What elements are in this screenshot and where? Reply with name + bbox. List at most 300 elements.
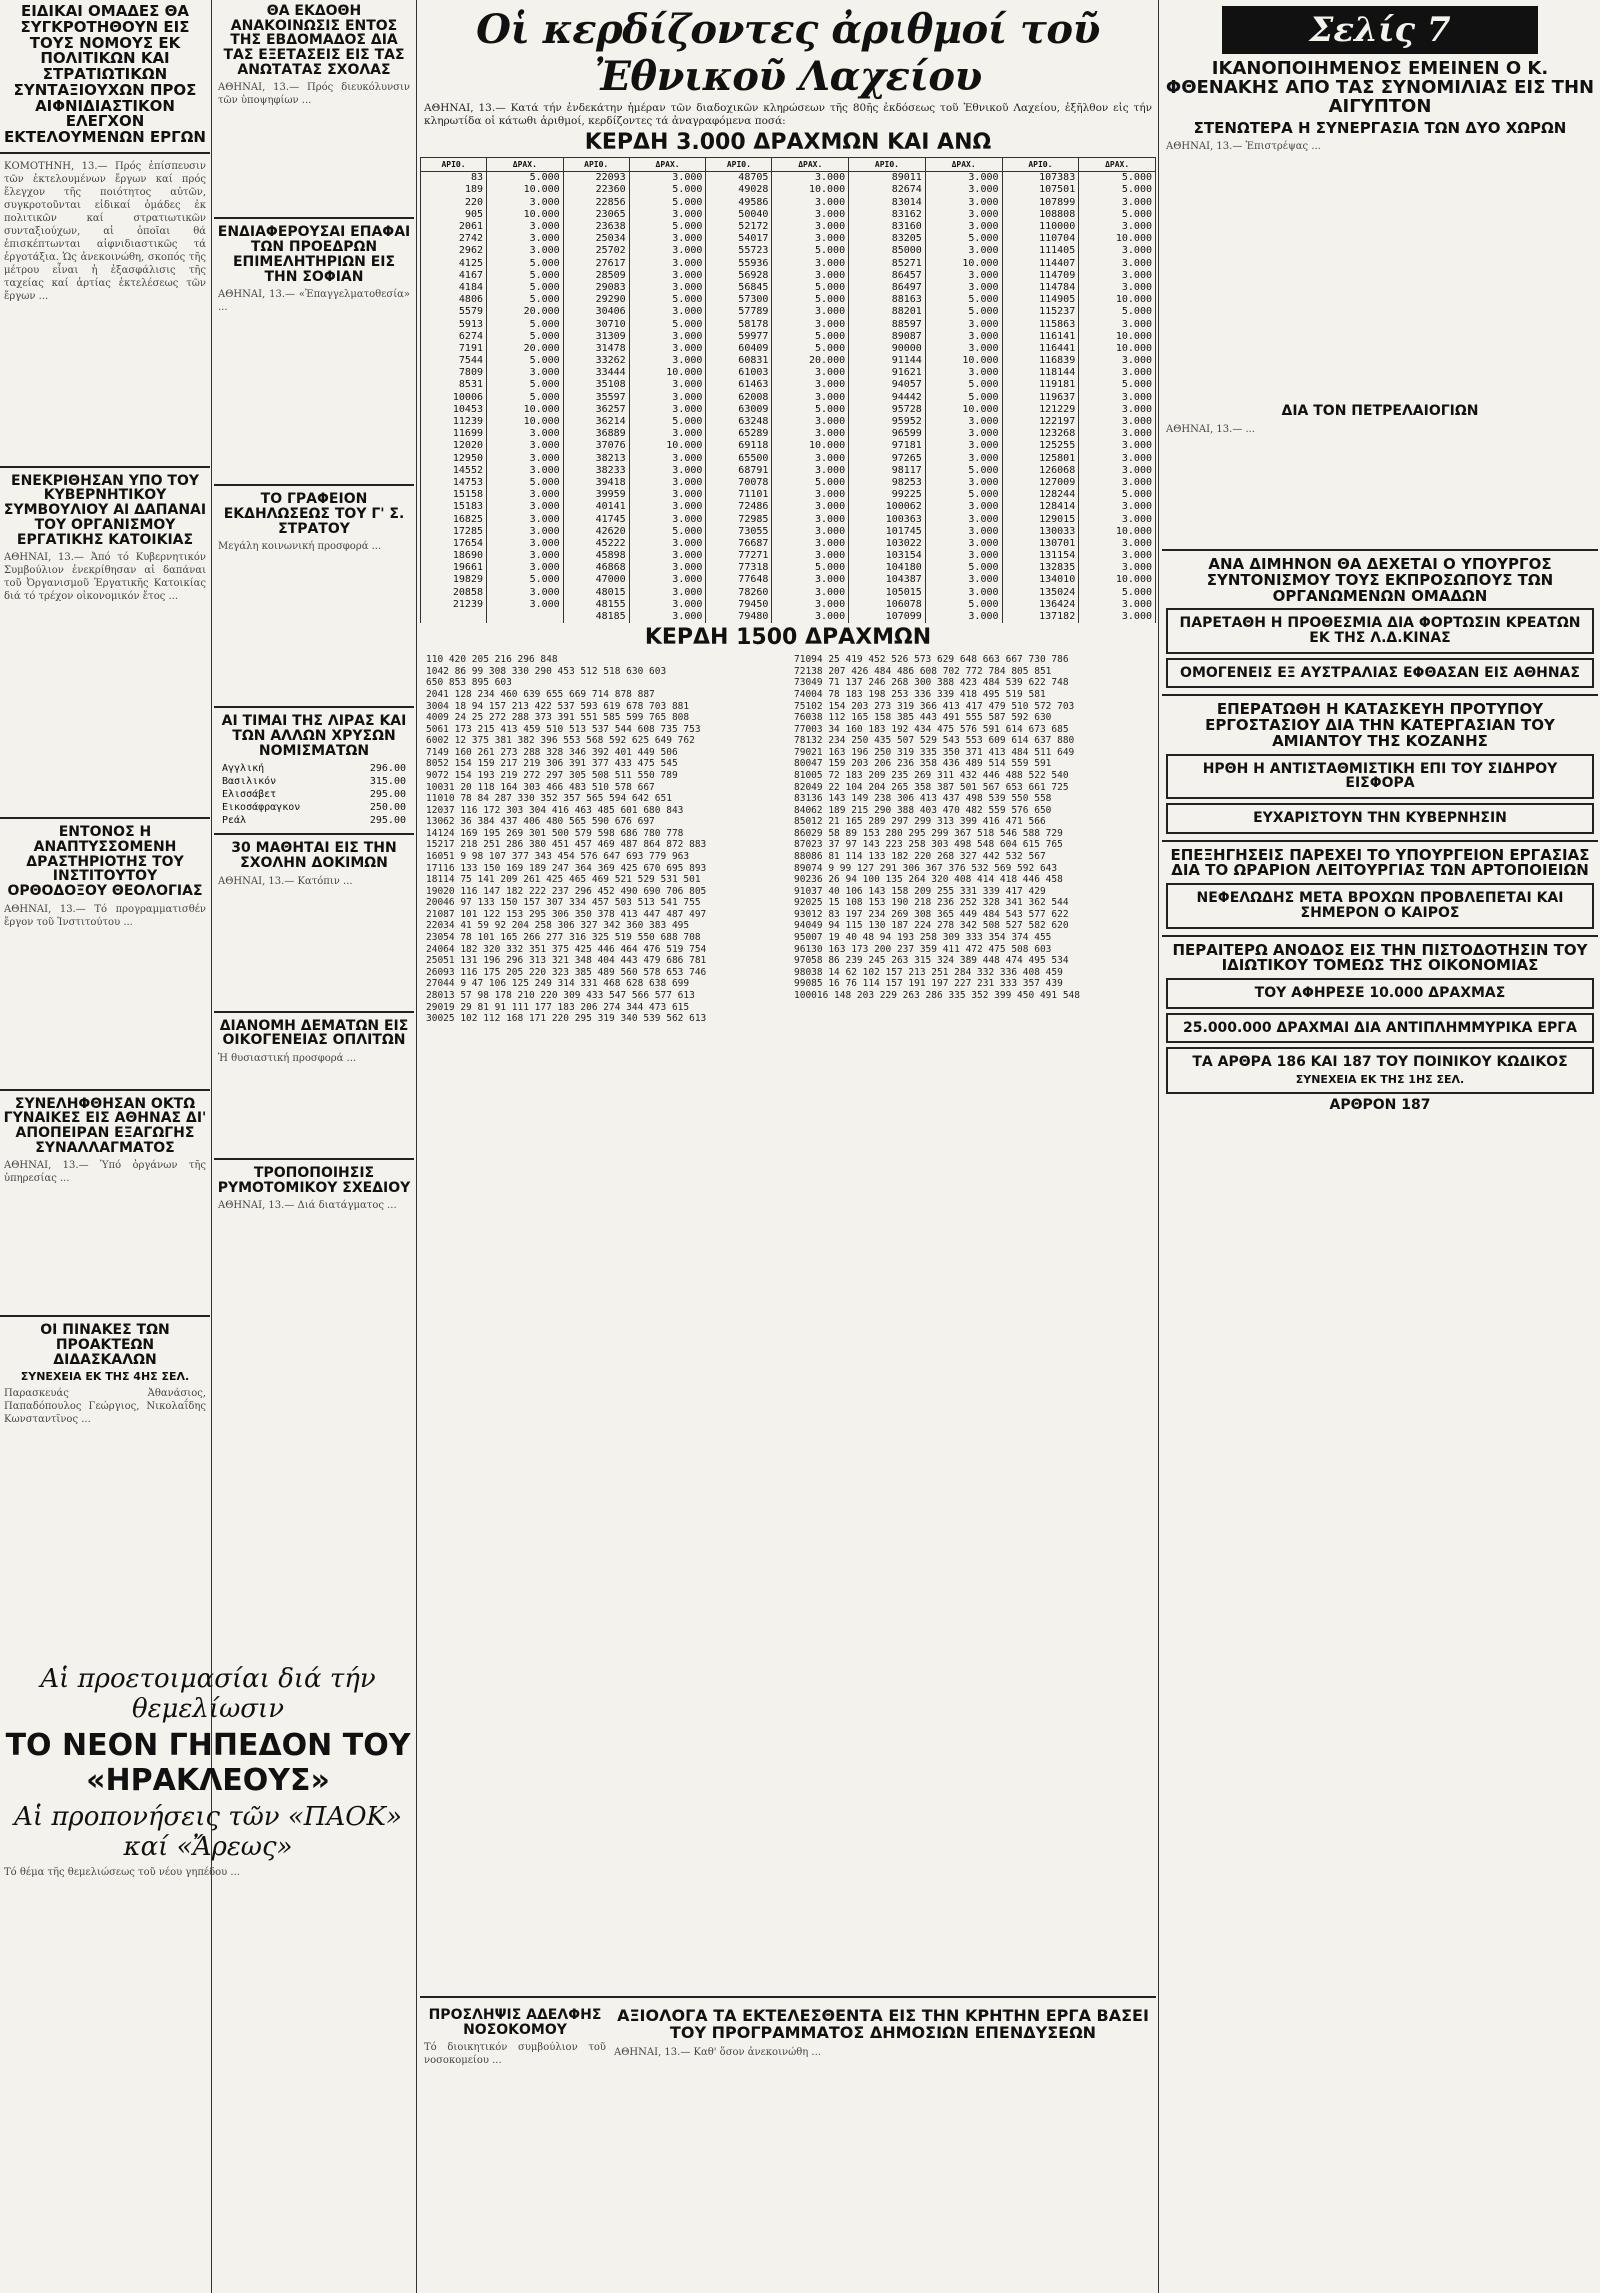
table-cell: 71101 bbox=[706, 489, 772, 501]
headline-asbestos: ΕΠΕΡΑΤΩΘΗ Η ΚΑΤΑΣΚΕΥΗ ΠΡΟΤΥΠΟΥ ΕΡΓΟΣΤΑΣΙΟΥ ΔΙΑ ΤΗΝ ΚΑΤΕΡΓΑΣΙΑΝ ΤΟΥ ΑΜΙΑΝΤΟΥ ΤΗΣ ΚΟΖΑΝΗΣ bbox=[1205, 700, 1555, 750]
article-body: ΑΘΗΝΑΙ, 13.— «Ἐπαγγελματοθεσία» ... bbox=[218, 289, 410, 314]
table-row bbox=[421, 587, 1156, 599]
table-cell: 77318 bbox=[706, 562, 772, 574]
price-row: Εικοσάφραγκον 250.00 bbox=[222, 802, 406, 814]
table-cell: 59977 bbox=[706, 331, 772, 343]
table-cell: 130701 bbox=[1002, 538, 1079, 550]
table-cell: 10006 bbox=[421, 392, 487, 404]
table-row bbox=[421, 538, 1156, 550]
table-row bbox=[421, 526, 1156, 538]
table-cell: 3.000 bbox=[772, 416, 849, 428]
article-body: ΚΟΜΟΤΗΝΗ, 13.— Πρός ἐπίσπευσιν τῶν ἐκτελουμένων ἔργων καί πρός ἔλεγχον τῆς ποιότητος αὐτῶν, συγκροτοῦνται εἰδικαί ὁμάδες ἐκ πολιτικῶν καί στρατιωτικῶν συνταξιούχων, αἱ ὁποῖαι θά ἐπισκέπτωνται αἰφνιδιαστικῶς τά ἐργοτάξια. Ὡς ἀνεκοινώθη, σκοπός τῆς μέτρου εἶναι ἡ ἐξασφάλισις τῆς ταχείας καί ἀρτίας ἐκτελέσεως τῶν ἔργων ... bbox=[4, 160, 206, 302]
table-cell: 5.000 bbox=[629, 294, 706, 306]
table-cell: 49586 bbox=[706, 197, 772, 209]
table-cell: 95952 bbox=[849, 416, 926, 428]
lottery-lead: ΑΘΗΝΑΙ, 13.— Κατά τήν ἐνδεκάτην ἡμέραν τῶν διαδοχικῶν κληρώσεων τῆς 80ῆς ἐκδόσεως τοῦ Ἐθνικοῦ Λαχείου, ἐξῆλθον εἰς τήν κληρωτίδα οἱ κάτωθι ἀριθμοί, κερδίζοντες τά ἀναγραφόμενα ποσά: bbox=[424, 102, 1152, 128]
table-cell: 3.000 bbox=[1079, 282, 1156, 294]
table-cell: 3.000 bbox=[772, 197, 849, 209]
box-theft: ΤΟΥ ΑΦΗΡΕΣΕ 10.000 ΔΡΑΧΜΑΣ bbox=[1166, 978, 1594, 1009]
table-cell: 10.000 bbox=[925, 404, 1002, 416]
box-australia: ΟΜΟΓΕΝΕΙΣ ΕΞ ΑΥΣΤΡΑΛΙΑΣ ΕΦΘΑΣΑΝ ΕΙΣ ΑΘΗΝΑΣ bbox=[1166, 658, 1594, 689]
table-cell: 5.000 bbox=[629, 526, 706, 538]
table-cell: 107899 bbox=[1002, 197, 1079, 209]
table-cell: 2742 bbox=[421, 233, 487, 245]
table-cell: 10.000 bbox=[1079, 526, 1156, 538]
table-cell: 3.000 bbox=[487, 440, 564, 452]
table-cell: 5.000 bbox=[925, 392, 1002, 404]
table-cell: 3.000 bbox=[629, 282, 706, 294]
table-cell: 3.000 bbox=[925, 282, 1002, 294]
table-cell: 125255 bbox=[1002, 440, 1079, 452]
table-cell: 72985 bbox=[706, 514, 772, 526]
column-header: ΔΡΑΧ. bbox=[487, 158, 564, 172]
table-cell: 52172 bbox=[706, 221, 772, 233]
table-cell: 5.000 bbox=[487, 331, 564, 343]
table-cell: 62008 bbox=[706, 392, 772, 404]
table-cell: 55723 bbox=[706, 245, 772, 257]
column-header: ΑΡΙΘ. bbox=[706, 158, 772, 172]
table-cell: 3.000 bbox=[1079, 599, 1156, 611]
box-flood-works: 25.000.000 ΔΡΑΧΜΑΙ ΔΙΑ ΑΝΤΙΠΛΗΜΜΥΡΙΚΑ ΕΡΓΑ bbox=[1166, 1013, 1594, 1044]
table-cell: 122197 bbox=[1002, 416, 1079, 428]
table-cell: 100363 bbox=[849, 514, 926, 526]
table-cell: 5.000 bbox=[925, 465, 1002, 477]
table-cell: 136424 bbox=[1002, 599, 1079, 611]
table-cell: 89011 bbox=[849, 172, 926, 185]
table-cell: 3.000 bbox=[772, 514, 849, 526]
table-cell: 3.000 bbox=[1079, 611, 1156, 623]
table-cell: 58178 bbox=[706, 319, 772, 331]
table-cell: 3.000 bbox=[925, 197, 1002, 209]
table-cell: 10.000 bbox=[1079, 331, 1156, 343]
table-cell: 3.000 bbox=[1079, 440, 1156, 452]
table-cell: 14753 bbox=[421, 477, 487, 489]
table-cell: 3.000 bbox=[925, 270, 1002, 282]
column-header: ΔΡΑΧ. bbox=[772, 158, 849, 172]
table-cell: 56928 bbox=[706, 270, 772, 282]
table-cell: 69118 bbox=[706, 440, 772, 452]
table-cell: 98117 bbox=[849, 465, 926, 477]
table-cell: 4167 bbox=[421, 270, 487, 282]
table-cell: 5.000 bbox=[1079, 184, 1156, 196]
table-cell: 36889 bbox=[563, 428, 629, 440]
table-cell: 3.000 bbox=[772, 392, 849, 404]
table-cell: 10.000 bbox=[487, 184, 564, 196]
table-cell: 36257 bbox=[563, 404, 629, 416]
table-cell: 39418 bbox=[563, 477, 629, 489]
table-cell: 115863 bbox=[1002, 319, 1079, 331]
headline-sofia: ΕΝΔΙΑΦΕΡΟΥΣΑΙ ΕΠΑΦΑΙ ΤΩΝ ΠΡΟΕΔΡΩΝ ΕΠΙΜΕΛΗΤΗΡΙΩΝ ΕΙΣ ΤΗΝ ΣΟΦΙΑΝ bbox=[217, 224, 411, 285]
table-cell: 5.000 bbox=[487, 270, 564, 282]
table-cell: 60409 bbox=[706, 343, 772, 355]
table-cell: 3.000 bbox=[772, 233, 849, 245]
article-body: ΑΘΗΝΑΙ, 13.— Τό προγραμματισθέν ἔργον τοῦ Ἰνστιτούτου ... bbox=[4, 903, 206, 928]
table-cell: 28509 bbox=[563, 270, 629, 282]
table-cell: 4184 bbox=[421, 282, 487, 294]
table-cell: 3.000 bbox=[487, 221, 564, 233]
table-cell: 2061 bbox=[421, 221, 487, 233]
table-cell: 19661 bbox=[421, 562, 487, 574]
table-cell: 5.000 bbox=[1079, 489, 1156, 501]
table-row bbox=[421, 416, 1156, 428]
headline-eight-women: ΣΥΝΕΛΗΦΘΗΣΑΝ ΟΚΤΩ ΓΥΝΑΙΚΕΣ ΕΙΣ ΑΘΗΝΑΣ ΔΙ' ΑΠΟΠΕΙΡΑΝ ΕΞΑΓΩΓΗΣ ΣΥΝΑΛΛΑΓΜΑΤΟΣ bbox=[3, 1095, 207, 1156]
table-cell: 30710 bbox=[563, 319, 629, 331]
headline-continued: ΣΥΝΕΧΕΙΑ ΕΚ ΤΗΣ 4ΗΣ ΣΕΛ. bbox=[20, 1370, 190, 1384]
table-cell: 63248 bbox=[706, 416, 772, 428]
table-cell: 57300 bbox=[706, 294, 772, 306]
table-cell: 123268 bbox=[1002, 428, 1079, 440]
table-cell: 3.000 bbox=[772, 574, 849, 586]
table-cell: 30406 bbox=[563, 306, 629, 318]
table-cell: 10.000 bbox=[1079, 233, 1156, 245]
table-cell: 114905 bbox=[1002, 294, 1079, 306]
table-cell: 3.000 bbox=[629, 245, 706, 257]
table-cell: 35108 bbox=[563, 379, 629, 391]
table-cell: 3.000 bbox=[772, 379, 849, 391]
table-cell: 116839 bbox=[1002, 355, 1079, 367]
table-cell: 63009 bbox=[706, 404, 772, 416]
table-cell: 3.000 bbox=[772, 611, 849, 623]
table-cell: 3.000 bbox=[925, 343, 1002, 355]
table-cell: 3.000 bbox=[772, 221, 849, 233]
table-cell: 5.000 bbox=[772, 477, 849, 489]
table-cell: 18690 bbox=[421, 550, 487, 562]
winners-list-left: 110 420 205 216 296 848 1042 86 99 308 330 290 453 512 518 630 603 650 853 895 603 2041 128 234 460 639 655 669 714 878 887 3004 18 94 157 213 422 537 593 619 678 703 881 4009 24 25 272 288 373 391 551 585 599 765 808 5061 173 215 413 459 510 513 537 544 608 735 753 6002 12 375 381 382 396 553 568 592 625 649 762 7149 160 261 273 288 328 346 392 401 449 506 8052 154 159 217 219 306 391 377 433 475 545 9072 154 193 219 272 297 305 508 511 550 789 10031 20 118 164 303 466 483 510 578 667 11010 78 84 287 330 352 357 565 594 642 651 12037 116 172 303 304 416 463 485 601 680 843 13062 36 384 437 406 480 565 590 676 697 14124 169 195 269 301 500 579 598 686 780 778 15217 218 251 286 380 451 457 469 487 864 872 883 16051 9 98 107 377 343 454 576 647 693 779 963 17116 133 150 169 189 247 364 369 425 670 695 893 18114 75 141 209 261 425 465 469 521 529 531 501 19020 116 147 182 222 237 296 452 490 690 706 805 20046 97 133 150 157 307 334 457 503 513 541 755 21087 101 122 153 295 306 350 378 413 447 487 497 22034 41 59 92 204 258 306 327 342 360 383 495 23054 78 101 165 266 277 316 325 519 550 688 708 24064 182 320 332 351 375 425 446 464 476 519 754 25051 131 196 296 313 321 348 404 443 479 686 781 26093 116 175 205 220 323 385 489 560 578 653 746 27044 9 47 106 125 249 314 331 468 628 638 699 28013 57 98 178 210 220 309 433 547 566 577 613 29019 29 81 91 111 177 183 206 274 344 473 615 30025 102 112 168 171 220 295 319 340 539 562 613 bbox=[426, 654, 707, 1025]
column-header: ΔΡΑΧ. bbox=[925, 158, 1002, 172]
table-cell: 23638 bbox=[563, 221, 629, 233]
table-cell: 114407 bbox=[1002, 258, 1079, 270]
table-cell: 3.000 bbox=[629, 465, 706, 477]
table-cell: 5.000 bbox=[1079, 587, 1156, 599]
table-row bbox=[421, 477, 1156, 489]
table-cell: 3.000 bbox=[925, 172, 1002, 185]
table-cell: 3.000 bbox=[629, 550, 706, 562]
table-cell: 10.000 bbox=[925, 258, 1002, 270]
table-cell: 27617 bbox=[563, 258, 629, 270]
table-cell: 5.000 bbox=[925, 599, 1002, 611]
article-body: ΑΘΗΝΑΙ, 13.— Ἀπό τό Κυβερνητικόν Συμβούλιον ἐνεκρίθησαν αἱ δαπάναι τοῦ Ὀργανισμοῦ Ἐργατικῆς Κατοικίας διά τό τρέχον οἰκονομικόν ἔτος ... bbox=[4, 552, 206, 603]
table-cell: 78260 bbox=[706, 587, 772, 599]
table-cell: 86497 bbox=[849, 282, 926, 294]
table-row bbox=[421, 306, 1156, 318]
page-number-logo: Σελίς 7 bbox=[1222, 6, 1538, 54]
box-penal-code: ΤΑ ΑΡΘΡΑ 186 ΚΑΙ 187 ΤΟΥ ΠΟΙΝΙΚΟΥ ΚΩΔΙΚΟΣ ΣΥΝΕΧΕΙΑ ΕΚ ΤΗΣ 1ΗΣ ΣΕΛ. bbox=[1166, 1047, 1594, 1093]
table-cell: 3.000 bbox=[925, 611, 1002, 623]
table-cell: 3.000 bbox=[629, 270, 706, 282]
table-cell: 119637 bbox=[1002, 392, 1079, 404]
table-cell: 3.000 bbox=[629, 453, 706, 465]
table-cell: 3.000 bbox=[925, 440, 1002, 452]
table-cell: 3.000 bbox=[629, 233, 706, 245]
table-cell: 3.000 bbox=[1079, 538, 1156, 550]
table-cell: 131154 bbox=[1002, 550, 1079, 562]
table-cell: 91621 bbox=[849, 367, 926, 379]
table-row bbox=[421, 355, 1156, 367]
table-cell: 4125 bbox=[421, 258, 487, 270]
table-cell: 3.000 bbox=[1079, 550, 1156, 562]
table-row bbox=[421, 367, 1156, 379]
table-row bbox=[421, 282, 1156, 294]
column-header: ΑΡΙΘ. bbox=[849, 158, 926, 172]
table-row bbox=[421, 379, 1156, 391]
table-cell: 97181 bbox=[849, 440, 926, 452]
table-cell: 33444 bbox=[563, 367, 629, 379]
table-cell: 3.000 bbox=[925, 587, 1002, 599]
table-cell: 94057 bbox=[849, 379, 926, 391]
table-cell: 83 bbox=[421, 172, 487, 185]
table-cell: 3.000 bbox=[925, 526, 1002, 538]
table-cell: 5.000 bbox=[1079, 209, 1156, 221]
table-cell: 3.000 bbox=[772, 453, 849, 465]
table-cell: 114784 bbox=[1002, 282, 1079, 294]
table-cell: 5.000 bbox=[925, 489, 1002, 501]
table-cell: 3.000 bbox=[487, 526, 564, 538]
table-cell: 5.000 bbox=[629, 184, 706, 196]
article-body: ΑΘΗΝΑΙ, 13.— Ἐπιστρέψας ... bbox=[1166, 141, 1321, 153]
table-cell: 60831 bbox=[706, 355, 772, 367]
winners-1500 bbox=[420, 652, 1156, 1027]
article-body: Παρασκευάς Ἀθανάσιος, Παπαδόπουλος Γεώργιος, Νικολαΐδης Κωνσταντῖνος ... bbox=[4, 1387, 206, 1425]
table-cell: 5.000 bbox=[487, 379, 564, 391]
table-cell: 3.000 bbox=[772, 319, 849, 331]
table-cell: 3.000 bbox=[925, 331, 1002, 343]
headline-oil: ΔΙΑ ΤΟΝ ΠΕΤΡΕΛΑΙΟΓΙΩΝ bbox=[1281, 403, 1479, 420]
table-cell: 21239 bbox=[421, 599, 487, 611]
table-cell: 7544 bbox=[421, 355, 487, 367]
table-row bbox=[421, 270, 1156, 282]
table-cell: 5.000 bbox=[487, 172, 564, 185]
table-cell: 3.000 bbox=[925, 319, 1002, 331]
table-cell: 3.000 bbox=[487, 514, 564, 526]
column-5 bbox=[1162, 0, 1598, 2293]
table-cell: 38233 bbox=[563, 465, 629, 477]
table-cell: 11699 bbox=[421, 428, 487, 440]
table-cell: 3.000 bbox=[772, 599, 849, 611]
table-cell: 5.000 bbox=[487, 392, 564, 404]
table-cell: 3.000 bbox=[925, 514, 1002, 526]
table-cell: 104387 bbox=[849, 574, 926, 586]
table-cell: 99225 bbox=[849, 489, 926, 501]
table-cell: 3.000 bbox=[1079, 501, 1156, 513]
table-cell: 5.000 bbox=[629, 416, 706, 428]
table-cell: 3.000 bbox=[1079, 221, 1156, 233]
table-cell: 3.000 bbox=[629, 355, 706, 367]
table-cell: 5.000 bbox=[772, 343, 849, 355]
table-cell: 110704 bbox=[1002, 233, 1079, 245]
table-cell: 3.000 bbox=[772, 501, 849, 513]
table-cell: 25702 bbox=[563, 245, 629, 257]
table-cell: 22360 bbox=[563, 184, 629, 196]
table-row bbox=[421, 574, 1156, 586]
table-cell: 3.000 bbox=[487, 538, 564, 550]
table-cell: 70078 bbox=[706, 477, 772, 489]
headline-teachers-tables: ΟΙ ΠΙΝΑΚΕΣ ΤΩΝ ΠΡΟΑΚΤΕΩΝ ΔΙΔΑΣΚΑΛΩΝ bbox=[40, 1322, 170, 1368]
table-row bbox=[421, 611, 1156, 623]
table-cell: 3.000 bbox=[772, 306, 849, 318]
table-cell: 5.000 bbox=[772, 294, 849, 306]
table-cell: 5.000 bbox=[925, 379, 1002, 391]
table-cell: 3.000 bbox=[772, 526, 849, 538]
column-header: ΔΡΑΧ. bbox=[629, 158, 706, 172]
sport-kicker: Αἱ προετοιμασίαι διά τήν θεμελίωσιν bbox=[40, 1664, 376, 1724]
column-header: ΑΡΙΘ. bbox=[563, 158, 629, 172]
table-cell: 17654 bbox=[421, 538, 487, 550]
table-cell: 3.000 bbox=[1079, 258, 1156, 270]
price-row: Ρεάλ 295.00 bbox=[222, 815, 406, 827]
table-cell: 38213 bbox=[563, 453, 629, 465]
headline-theology-institute: ΕΝΤΟΝΟΣ Η ΑΝΑΠΤΥΣΣΟΜΕΝΗ ΔΡΑΣΤΗΡΙΟΤΗΣ ΤΟΥ ΙΝΣΤΙΤΟΥΤΟΥ ΟΡΘΟΔΟΞΟΥ ΘΕΟΛΟΓΙΑΣ bbox=[7, 824, 203, 899]
table-cell: 3.000 bbox=[487, 428, 564, 440]
table-cell: 5.000 bbox=[772, 562, 849, 574]
headline-credit: ΠΕΡΑΙΤΕΡΩ ΑΝΟΔΟΣ ΕΙΣ ΤΗΝ ΠΙΣΤΟΔΟΤΗΣΙΝ ΤΟΥ ΙΔΙΩΤΙΚΟΥ ΤΟΜΕΩΣ ΤΗΣ ΟΙΚΟΝΟΜΙΑΣ bbox=[1172, 940, 1588, 975]
table-row bbox=[421, 489, 1156, 501]
table-row bbox=[421, 245, 1156, 257]
table-cell: 3.000 bbox=[1079, 428, 1156, 440]
table-cell: 5.000 bbox=[629, 221, 706, 233]
table-row bbox=[421, 197, 1156, 209]
table-cell: 48705 bbox=[706, 172, 772, 185]
table-cell: 89087 bbox=[849, 331, 926, 343]
table-cell: 3.000 bbox=[772, 258, 849, 270]
table-cell: 76687 bbox=[706, 538, 772, 550]
table-cell: 29083 bbox=[563, 282, 629, 294]
table-cell: 10.000 bbox=[772, 184, 849, 196]
table-cell: 3.000 bbox=[925, 538, 1002, 550]
table-cell: 3.000 bbox=[487, 453, 564, 465]
table-cell: 2962 bbox=[421, 245, 487, 257]
box-iron: ΗΡΘΗ Η ΑΝΤΙΣΤΑΘΜΙΣΤΙΚΗ ΕΠΙ ΤΟΥ ΣΙΔΗΡΟΥ ΕΙΣΦΟΡΑ bbox=[1166, 754, 1594, 799]
table-cell: 5.000 bbox=[772, 404, 849, 416]
table-cell: 47000 bbox=[563, 574, 629, 586]
table-cell: 3.000 bbox=[925, 221, 1002, 233]
table-cell: 45898 bbox=[563, 550, 629, 562]
table-cell: 88201 bbox=[849, 306, 926, 318]
table-cell: 48155 bbox=[563, 599, 629, 611]
table-cell: 114709 bbox=[1002, 270, 1079, 282]
table-cell: 127009 bbox=[1002, 477, 1079, 489]
article-body: ΑΘΗΝΑΙ, 13.— ... bbox=[1166, 424, 1256, 436]
table-cell: 3.000 bbox=[772, 550, 849, 562]
table-cell: 3.000 bbox=[629, 379, 706, 391]
table-cell: 135024 bbox=[1002, 587, 1079, 599]
table-cell: 41745 bbox=[563, 514, 629, 526]
table-cell: 100062 bbox=[849, 501, 926, 513]
table-cell: 3.000 bbox=[925, 574, 1002, 586]
table-cell: 7809 bbox=[421, 367, 487, 379]
price-row: Ελισσάβετ 295.00 bbox=[222, 789, 406, 801]
table-cell: 5.000 bbox=[925, 233, 1002, 245]
table-body bbox=[421, 172, 1156, 623]
table-cell: 3.000 bbox=[1079, 245, 1156, 257]
table-cell: 5.000 bbox=[1079, 172, 1156, 185]
table-cell: 106078 bbox=[849, 599, 926, 611]
table-row bbox=[421, 404, 1156, 416]
table-cell: 85271 bbox=[849, 258, 926, 270]
table-cell: 14552 bbox=[421, 465, 487, 477]
table-cell: 3.000 bbox=[629, 172, 706, 185]
table-cell: 3.000 bbox=[487, 245, 564, 257]
table-cell: 5.000 bbox=[629, 319, 706, 331]
headline-exams: ΘΑ ΕΚΔΟΘΗ ΑΝΑΚΟΙΝΩΣΙΣ ΕΝΤΟΣ ΤΗΣ ΕΒΔΟΜΑΔΟΣ ΔΙΑ ΤΑΣ ΕΞΕΤΑΣΕΙΣ ΕΙΣ ΤΑΣ ΑΝΩΤΑΤΑΣ ΣΧΟΛΑΣ bbox=[223, 3, 405, 78]
table-cell: 31478 bbox=[563, 343, 629, 355]
table-cell: 3.000 bbox=[487, 562, 564, 574]
table-cell: 5.000 bbox=[925, 562, 1002, 574]
headline-fthenakis: ΙΚΑΝΟΠΟΙΗΜΕΝΟΣ ΕΜΕΙΝΕΝ Ο Κ. ΦΘΕΝΑΚΗΣ ΑΠΟ ΤΑΣ ΣΥΝΟΜΙΛΙΑΣ ΕΙΣ ΤΗΝ ΑΙΓΥΠΤΟΝ bbox=[1165, 58, 1595, 117]
table-cell: 11239 bbox=[421, 416, 487, 428]
table-cell: 3.000 bbox=[629, 209, 706, 221]
price-row: Αγγλική 296.00 bbox=[222, 763, 406, 775]
lottery-table bbox=[420, 157, 1156, 623]
table-cell: 57789 bbox=[706, 306, 772, 318]
table-cell: 3.000 bbox=[629, 428, 706, 440]
table-cell: 12020 bbox=[421, 440, 487, 452]
table-cell: 10.000 bbox=[1079, 294, 1156, 306]
table-cell: 103154 bbox=[849, 550, 926, 562]
table-row bbox=[421, 453, 1156, 465]
box-thanks: ΕΥΧΑΡΙΣΤΟΥΝ ΤΗΝ ΚΥΒΕΡΝΗΣΙΝ bbox=[1166, 803, 1594, 834]
table-cell: 10.000 bbox=[772, 440, 849, 452]
article-body: Ἡ θυσιαστική προσφορά ... bbox=[218, 1053, 357, 1065]
table-cell: 3.000 bbox=[629, 392, 706, 404]
table-cell: 107383 bbox=[1002, 172, 1079, 185]
table-cell: 83160 bbox=[849, 221, 926, 233]
table-cell: 3.000 bbox=[629, 306, 706, 318]
table-cell: 3.000 bbox=[772, 367, 849, 379]
table-cell: 111405 bbox=[1002, 245, 1079, 257]
table-cell: 20.000 bbox=[487, 343, 564, 355]
table-cell: 5.000 bbox=[487, 355, 564, 367]
table-cell: 118144 bbox=[1002, 367, 1079, 379]
table-row bbox=[421, 550, 1156, 562]
table-cell: 3.000 bbox=[487, 367, 564, 379]
table-cell: 10.000 bbox=[1079, 343, 1156, 355]
table-cell: 61463 bbox=[706, 379, 772, 391]
table-cell: 79450 bbox=[706, 599, 772, 611]
table-cell: 3.000 bbox=[1079, 465, 1156, 477]
column-header: ΑΡΙΘ. bbox=[421, 158, 487, 172]
table-row bbox=[421, 172, 1156, 185]
table-cell: 3.000 bbox=[925, 245, 1002, 257]
table-cell: 35597 bbox=[563, 392, 629, 404]
lottery-column bbox=[420, 0, 1156, 2293]
table-cell: 3.000 bbox=[1079, 477, 1156, 489]
table-cell: 20.000 bbox=[487, 306, 564, 318]
sport-title: ΤΟ ΝΕΟΝ ΓΗΠΕΔΟΝ ΤΟΥ «ΗΡΑΚΛΕΟΥΣ» bbox=[5, 1728, 411, 1798]
table-row bbox=[421, 221, 1156, 233]
table-cell: 12950 bbox=[421, 453, 487, 465]
table-header bbox=[421, 158, 1156, 172]
sport-block bbox=[0, 1660, 416, 2268]
table-cell: 25034 bbox=[563, 233, 629, 245]
table-cell: 3.000 bbox=[487, 489, 564, 501]
table-cell: 3.000 bbox=[1079, 197, 1156, 209]
table-cell: 77271 bbox=[706, 550, 772, 562]
table-cell: 82674 bbox=[849, 184, 926, 196]
table-cell: 10.000 bbox=[925, 355, 1002, 367]
table-cell: 68791 bbox=[706, 465, 772, 477]
table-cell: 96599 bbox=[849, 428, 926, 440]
table-row bbox=[421, 319, 1156, 331]
article-187: ΑΡΘΡΟΝ 187 bbox=[1329, 1096, 1431, 1113]
table-cell: 79480 bbox=[706, 611, 772, 623]
headline-army-office: ΤΟ ΓΡΑΦΕΙΟΝ ΕΚΔΗΛΩΣΕΩΣ ΤΟΥ Γ' Σ. ΣΤΡΑΤΟΥ bbox=[223, 491, 405, 537]
headline-gold-prices: ΑΙ ΤΙΜΑΙ ΤΗΣ ΛΙΡΑΣ ΚΑΙ ΤΩΝ ΑΛΛΩΝ ΧΡΥΣΩΝ ΝΟΜΙΣΜΑΤΩΝ bbox=[221, 713, 407, 759]
table-cell: 3.000 bbox=[772, 270, 849, 282]
table-cell: 31309 bbox=[563, 331, 629, 343]
sport-subtitle: Αἱ προπονήσεις τῶν «ΠΑΟΚ» καί «Ἄρεως» bbox=[14, 1802, 402, 1862]
table-cell: 3.000 bbox=[772, 465, 849, 477]
table-cell: 3.000 bbox=[925, 416, 1002, 428]
